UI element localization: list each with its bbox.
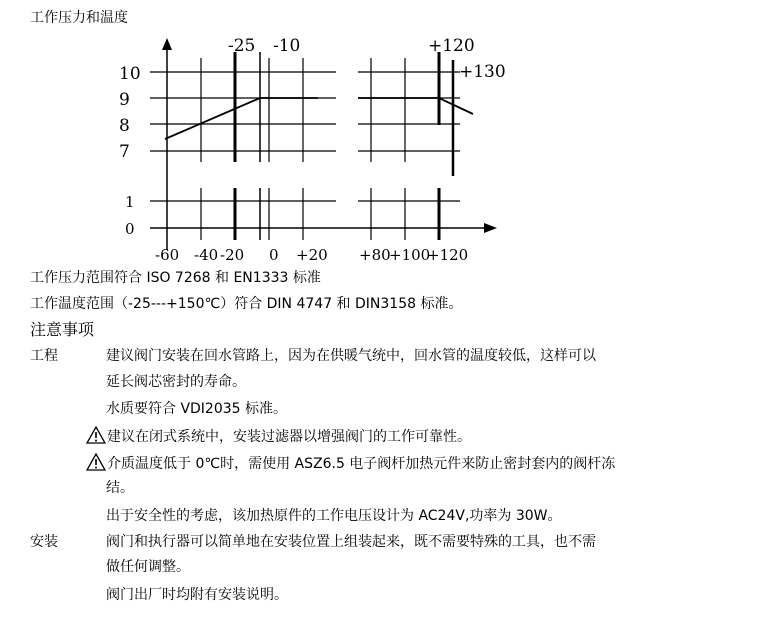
x-tick-label: +20 (296, 246, 328, 264)
x-tick-label: +100 (389, 246, 431, 264)
temperature-range-note: 工作温度范围（-25---+150℃）符合 DIN 4747 和 DIN3158 标准。 (30, 296, 463, 312)
y-tick-label: 9 (119, 90, 130, 110)
x-axis-arrow (484, 223, 497, 233)
series-line-left (165, 98, 318, 139)
x-tick-label: -20 (220, 246, 245, 264)
warning-item (86, 453, 615, 474)
installation-label: 安装 (30, 534, 58, 550)
attention-heading: 注意事项 (30, 320, 95, 339)
warning-icon (86, 426, 106, 444)
pressure-temperature-chart (0, 0, 771, 270)
y-tick-label: 1 (125, 193, 135, 211)
x-tick-label: +120 (427, 246, 469, 264)
engineering-text: 延长阀芯密封的寿命。 (106, 374, 246, 390)
warning-text: 建议在闭式系统中，安装过滤器以增强阀门的工作可靠性。 (107, 429, 471, 445)
warning-item (86, 426, 471, 447)
warning-icon (86, 453, 106, 471)
upper-grid-horizontal (150, 72, 460, 151)
y-tick-label: 8 (119, 116, 130, 136)
y-tick-label: 10 (119, 64, 141, 84)
engineering-text: 建议阀门安装在回水管路上，因为在供暖气统中，回水管的温度较低，这样可以 (106, 348, 596, 364)
top-label: -25 (228, 36, 256, 56)
x-tick-label: -40 (194, 246, 219, 264)
series-line-right (358, 98, 473, 114)
x-tick-label: +80 (359, 246, 391, 264)
installation-text: 做任何调整。 (106, 559, 190, 575)
y-axis-arrow (162, 38, 172, 50)
x-tick-label: -60 (155, 246, 180, 264)
top-label: -10 (273, 36, 301, 56)
y-tick-label: 0 (125, 220, 135, 238)
water-quality-text: 水质要符合 VDI2035 标准。 (106, 401, 288, 417)
x-tick-label: 0 (269, 246, 279, 264)
top-label: +130 (459, 62, 506, 82)
warning-text: 介质温度低于 0℃时，需使用 ASZ6.5 电子阀杆加热元件来防止密封套内的阀杆冻 (107, 456, 616, 472)
y-tick-label: 7 (119, 142, 130, 162)
installation-note: 阀门出厂时均附有安装说明。 (106, 587, 288, 603)
warning-text-continued: 结。 (106, 480, 134, 496)
top-label: +120 (428, 36, 475, 56)
engineering-label: 工程 (30, 348, 58, 364)
pressure-range-note: 工作压力范围符合 ISO 7268 和 EN1333 标准 (30, 270, 321, 286)
installation-text: 阀门和执行器可以简单地在安装位置上组装起来，既不需要特殊的工具，也不需 (106, 534, 596, 550)
lower-grid-vertical (201, 188, 405, 240)
section-title: 工作压力和温度 (30, 10, 128, 26)
safety-text: 出于安全性的考虑，该加热原件的工作电压设计为 AC24V,功率为 30W。 (106, 508, 562, 524)
